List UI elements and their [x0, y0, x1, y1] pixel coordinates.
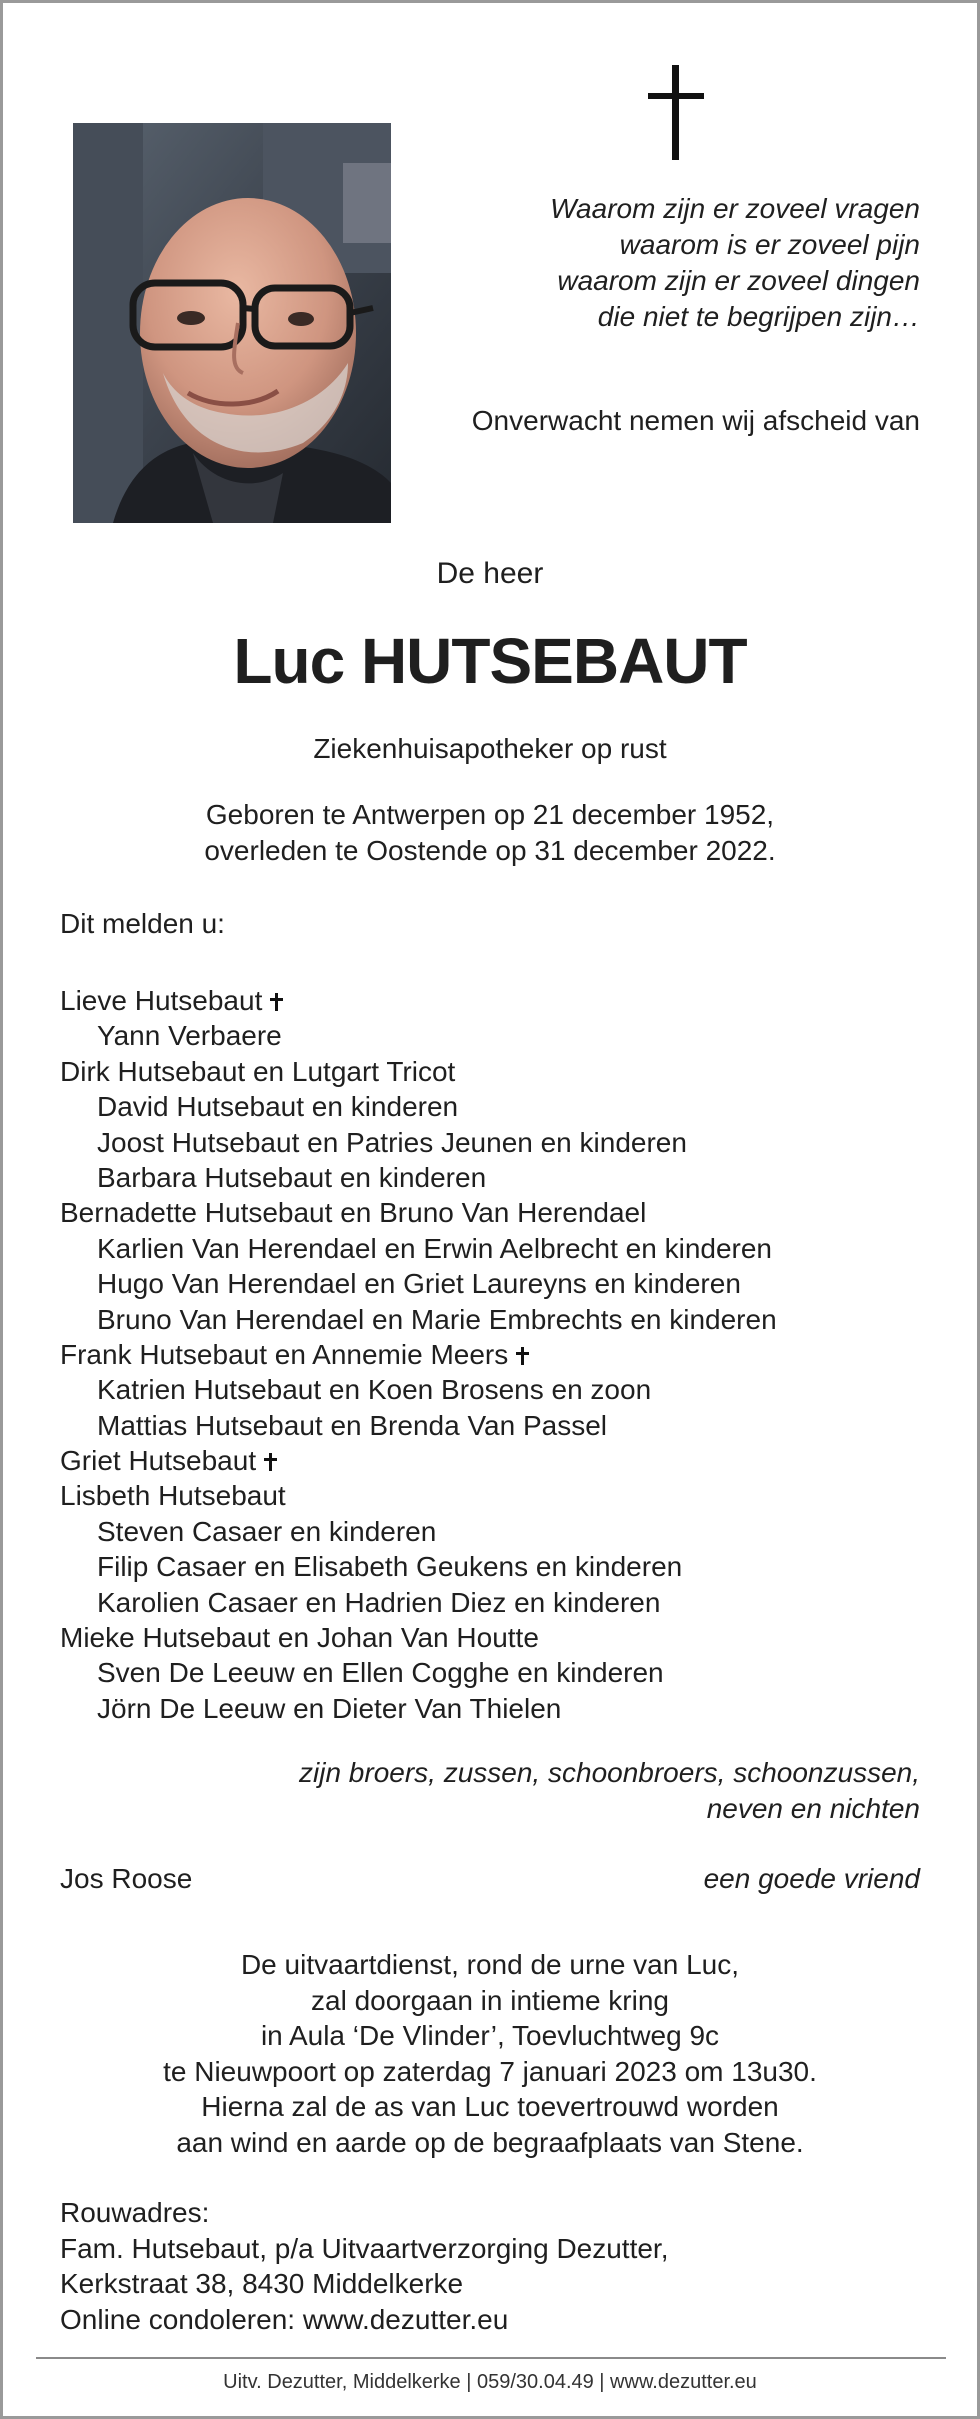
relatives-line: zijn broers, zussen, schoonbroers, schoonzussen,: [299, 1757, 920, 1788]
funeral-service-info: [3, 1947, 977, 2160]
address-line: Kerkstraat 38, 8430 Middelkerke: [60, 2268, 464, 2299]
family-member-row: [60, 1620, 940, 1655]
portrait-photo: [73, 123, 391, 523]
profession: Ziekenhuisapotheker op rust: [313, 733, 667, 764]
family-member-name: Hugo Van Herendael en Griet Laureyns en kinderen: [97, 1268, 741, 1300]
poem-line: die niet te begrijpen zijn…: [597, 301, 920, 332]
service-line: te Nieuwpoort op zaterdag 7 januari 2023 om 13u30.: [163, 2055, 817, 2087]
family-member-name: Mieke Hutsebaut en Johan Van Houtte: [60, 1622, 539, 1654]
family-member-row: [60, 1372, 940, 1407]
family-member-row: [60, 1443, 940, 1478]
friend-name: Jos Roose: [60, 1863, 193, 1894]
relatives-text: [299, 1755, 920, 1827]
family-member-row: [60, 1408, 940, 1443]
service-line: De uitvaartdienst, rond de urne van Luc,: [240, 1949, 740, 1980]
relatives-line: neven en nichten: [706, 1793, 920, 1824]
family-member-name: Bernadette Hutsebaut en Bruno Van Herendael: [60, 1197, 647, 1229]
death-line: overleden te Oostende op 31 december 2022.: [204, 835, 776, 866]
family-list: [60, 983, 940, 1726]
family-member-row: [60, 1302, 940, 1337]
family-member-name: Jörn De Leeuw en Dieter Van Thielen: [97, 1692, 562, 1724]
portrait-illustration: [73, 123, 391, 523]
announce-text: Dit melden u:: [60, 908, 225, 939]
family-member-row: [60, 1018, 940, 1053]
family-member-name: Karolien Casaer en Hadrien Diez en kinderen: [97, 1586, 661, 1618]
poem: [400, 191, 920, 335]
family-member-name: Yann Verbaere: [97, 1020, 282, 1052]
service-line: in Aula ‘De Vlinder’, Toevluchtweg 9c: [260, 2020, 720, 2051]
family-member-row: [60, 1054, 940, 1089]
family-member-name: Dirk Hutsebaut en Lutgart Tricot: [60, 1055, 456, 1087]
birth-death-dates: [3, 797, 977, 869]
family-member-name: Katrien Hutsebaut en Koen Brosens en zoon: [97, 1374, 652, 1406]
family-member-name: Lieve Hutsebaut: [60, 985, 263, 1016]
poem-line: waarom is er zoveel pijn: [619, 229, 920, 260]
deceased-cross-icon: [516, 1347, 528, 1365]
poem-line: Waarom zijn er zoveel vragen: [550, 193, 920, 224]
family-member-name: Lisbeth Hutsebaut: [60, 1480, 286, 1512]
service-line: aan wind en aarde op de begraafplaats van Stene.: [176, 2126, 804, 2158]
family-member-name: Bruno Van Herendael en Marie Embrechts en kinderen: [97, 1303, 777, 1335]
deceased-cross-icon: [264, 1453, 276, 1471]
mourning-address: [60, 2195, 669, 2337]
birth-line: Geboren te Antwerpen op 21 december 1952,: [205, 799, 775, 830]
family-member-name: Barbara Hutsebaut en kinderen: [97, 1161, 487, 1193]
family-member-row: [60, 1195, 940, 1230]
family-member-name: Griet Hutsebaut: [60, 1445, 257, 1477]
poem-line: waarom zijn er zoveel dingen: [557, 265, 920, 296]
address-label: Rouwadres:: [60, 2197, 210, 2228]
family-member-row: [60, 1585, 940, 1620]
footer-contact: Uitv. Dezutter, Middelkerke | 059/30.04.49 | www.dezutter.eu: [223, 2371, 757, 2393]
service-line: Hierna zal de as van Luc toevertrouwd worden: [201, 2091, 779, 2122]
friend-role: een goede vriend: [703, 1863, 920, 1894]
deceased-name: Luc HUTSEBAUT: [233, 625, 747, 697]
intro-text: Onverwacht nemen wij afscheid van: [471, 405, 920, 436]
salutation: De heer: [436, 557, 544, 590]
cross-icon: [648, 65, 704, 160]
family-member-name: Frank Hutsebaut en Annemie Meers: [60, 1338, 509, 1370]
family-member-row: [60, 1691, 940, 1726]
address-line: Online condoleren: www.dezutter.eu: [60, 2303, 509, 2335]
family-member-row: [60, 1549, 940, 1584]
service-line: zal doorgaan in intieme kring: [311, 1984, 669, 2016]
family-member-row: [60, 1655, 940, 1690]
family-member-name: Steven Casaer en kinderen: [97, 1515, 437, 1547]
family-member-name: Karlien Van Herendael en Erwin Aelbrecht en kinderen: [97, 1232, 773, 1264]
family-member-row: [60, 1089, 940, 1124]
family-member-row: [60, 1125, 940, 1160]
family-member-name: Sven De Leeuw en Ellen Cogghe en kinderen: [97, 1657, 664, 1689]
family-member-row: [60, 1337, 940, 1372]
family-member-name: Joost Hutsebaut en Patries Jeunen en kinderen: [97, 1126, 687, 1158]
deceased-cross-icon: [270, 993, 282, 1011]
address-line: Fam. Hutsebaut, p/a Uitvaartverzorging Dezutter,: [60, 2232, 669, 2264]
footer-divider: [36, 2357, 946, 2359]
family-member-row: [60, 983, 940, 1018]
family-member-row: [60, 1514, 940, 1549]
family-member-row: [60, 1478, 940, 1513]
family-member-row: [60, 1160, 940, 1195]
family-member-row: [60, 1231, 940, 1266]
family-member-name: Filip Casaer en Elisabeth Geukens en kinderen: [97, 1551, 683, 1583]
family-member-name: David Hutsebaut en kinderen: [97, 1091, 459, 1123]
family-member-row: [60, 1266, 940, 1301]
family-member-name: Mattias Hutsebaut en Brenda Van Passel: [97, 1409, 608, 1441]
